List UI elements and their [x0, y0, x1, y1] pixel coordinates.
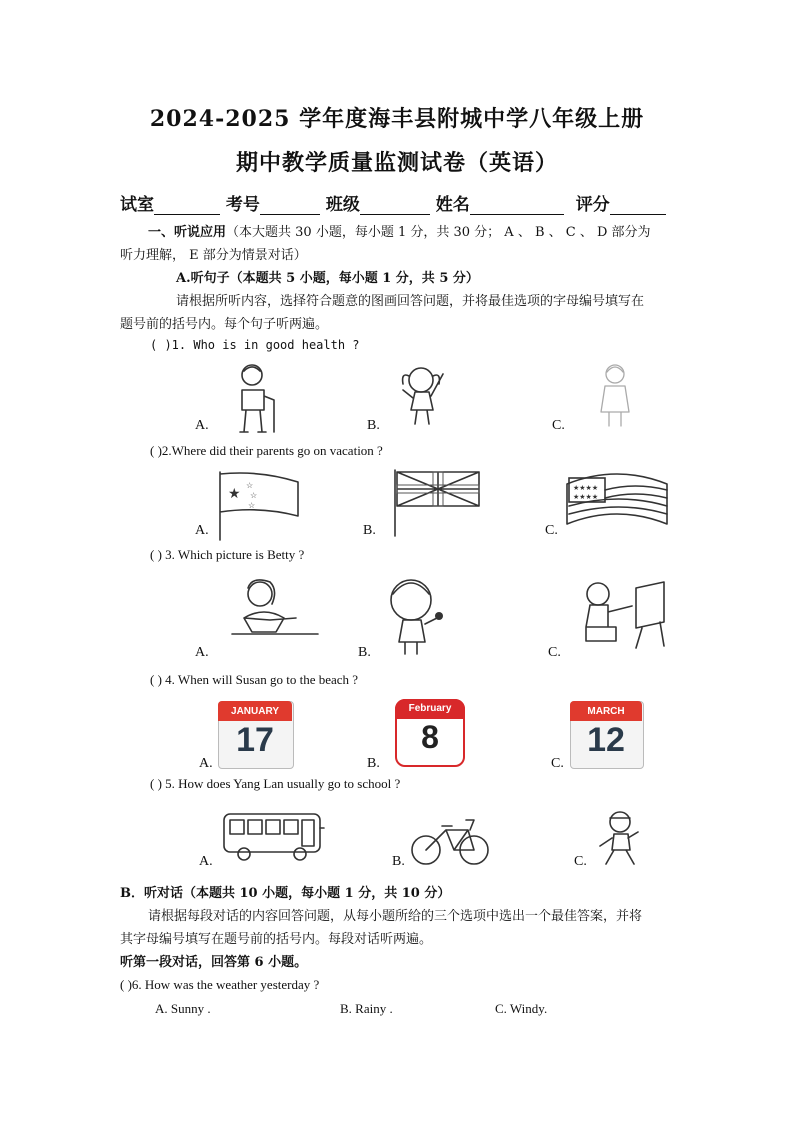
score-blank[interactable] [610, 196, 666, 215]
usa-flag-icon [565, 470, 670, 536]
score-label: 评分 [575, 195, 610, 215]
question-4: ( ) 4. When will Susan go to the beach ? [150, 672, 359, 687]
q3-option-c[interactable]: C. [548, 645, 561, 660]
class-blank[interactable] [360, 196, 430, 215]
calendar-month: February [395, 699, 465, 719]
partA-instruction-2: 题号前的括号内。每个句子听两遍。 [120, 317, 329, 332]
q2-option-c[interactable]: C. [545, 523, 558, 538]
calendar-january [218, 695, 292, 767]
q6-option-a[interactable]: A. Sunny . [155, 1001, 211, 1016]
q1-option-a[interactable]: A. [195, 418, 209, 433]
calendar-month: JANUARY [218, 701, 292, 721]
section1-heading: 一、听说应用 [148, 225, 227, 240]
partB-heading: B．听对话（本题共 10 小题，每小题 1 分，共 10 分） [120, 886, 451, 901]
girl-waving-icon [395, 362, 460, 430]
q5-option-c[interactable]: C. [574, 854, 587, 869]
q2-option-a[interactable]: A. [195, 523, 209, 538]
exam-subtitle: 期中教学质量监测试卷（英语） [235, 150, 558, 176]
q5-option-a[interactable]: A. [199, 854, 213, 869]
calendar-february [393, 695, 463, 767]
bicycle-icon [410, 810, 492, 868]
calendar-day: 12 [587, 721, 625, 759]
exam-title: 2024-2025 学年度海丰县附城中学八年级上册 [149, 106, 645, 132]
q3-option-b[interactable]: B. [358, 645, 371, 660]
boy-painting-icon [576, 578, 668, 650]
question-5: ( ) 5. How does Yang Lan usually go to school ? [150, 776, 401, 791]
china-flag-icon [218, 470, 300, 540]
calendar-march [570, 695, 642, 767]
q3-option-a[interactable]: A. [195, 645, 209, 660]
old-woman-icon [595, 362, 640, 432]
exam-no-label: 考号 [225, 195, 260, 215]
q1-option-c[interactable]: C. [552, 418, 565, 433]
bus-icon [222, 810, 326, 862]
calendar-day: 17 [236, 721, 274, 759]
q4-option-a[interactable]: A. [199, 756, 213, 771]
question-3: ( ) 3. Which picture is Betty ? [150, 547, 305, 562]
partB-instruction-1: 请根据每段对话的内容回答问题，从每小题所给的三个选项中选出一个最佳答案，并将 [148, 909, 643, 924]
question-1: ( )1. Who is in good health ? [150, 338, 360, 352]
name-blank[interactable] [470, 196, 564, 215]
q4-option-b[interactable]: B. [367, 756, 380, 771]
svg-text:☆: ☆ [246, 481, 254, 490]
girl-reading-icon [230, 578, 320, 640]
boy-walking-icon [592, 808, 644, 870]
old-man-cane-icon [230, 362, 290, 440]
uk-flag-icon [393, 470, 481, 536]
q1-option-b[interactable]: B. [367, 418, 380, 433]
student-info-line [120, 190, 666, 215]
question-2: ( )2.Where did their parents go on vacation ? [150, 443, 383, 458]
calendar-day: 8 [421, 719, 439, 755]
svg-text:★★★★: ★★★★ [573, 493, 599, 501]
class-label: 班级 [325, 195, 360, 215]
svg-text:☆: ☆ [248, 501, 256, 510]
q6-option-c[interactable]: C. Windy. [495, 1001, 548, 1016]
q4-option-c[interactable]: C. [551, 756, 564, 771]
partB-sub-heading: 听第一段对话，回答第 6 小题。 [120, 955, 308, 970]
name-label: 姓名 [435, 195, 470, 215]
q2-option-b[interactable]: B. [363, 523, 376, 538]
partA-heading: A.听句子（本题共 5 小题，每小题 1 分，共 5 分） [176, 271, 479, 286]
exam-no-blank[interactable] [260, 196, 320, 215]
girl-singing-icon [385, 576, 450, 658]
question-6: ( )6. How was the weather yesterday ? [120, 977, 320, 992]
calendar-month: MARCH [570, 701, 642, 721]
svg-text:☆: ☆ [250, 491, 258, 500]
partB-instruction-2: 其字母编号填写在题号前的括号内。每段对话听两遍。 [120, 932, 433, 947]
section1-header [148, 222, 678, 244]
svg-text:★: ★ [228, 486, 241, 502]
svg-text:★★★★: ★★★★ [573, 484, 599, 492]
q6-option-b[interactable]: B. Rainy . [340, 1001, 393, 1016]
room-blank[interactable] [154, 196, 220, 215]
partA-instruction-1: 请根据所听内容，选择符合题意的图画回答问题，并将最佳选项的字母编号填写在 [176, 294, 645, 309]
room-label: 试室 [120, 195, 154, 215]
section1-note2: 听力理解， E 部分为情景对话） [120, 248, 307, 263]
section1-note: （本大题共 30 小题，每小题 1 分，共 30 分； A 、 B 、 C 、 D 部分为 [226, 225, 651, 240]
q5-option-b[interactable]: B. [392, 854, 405, 869]
